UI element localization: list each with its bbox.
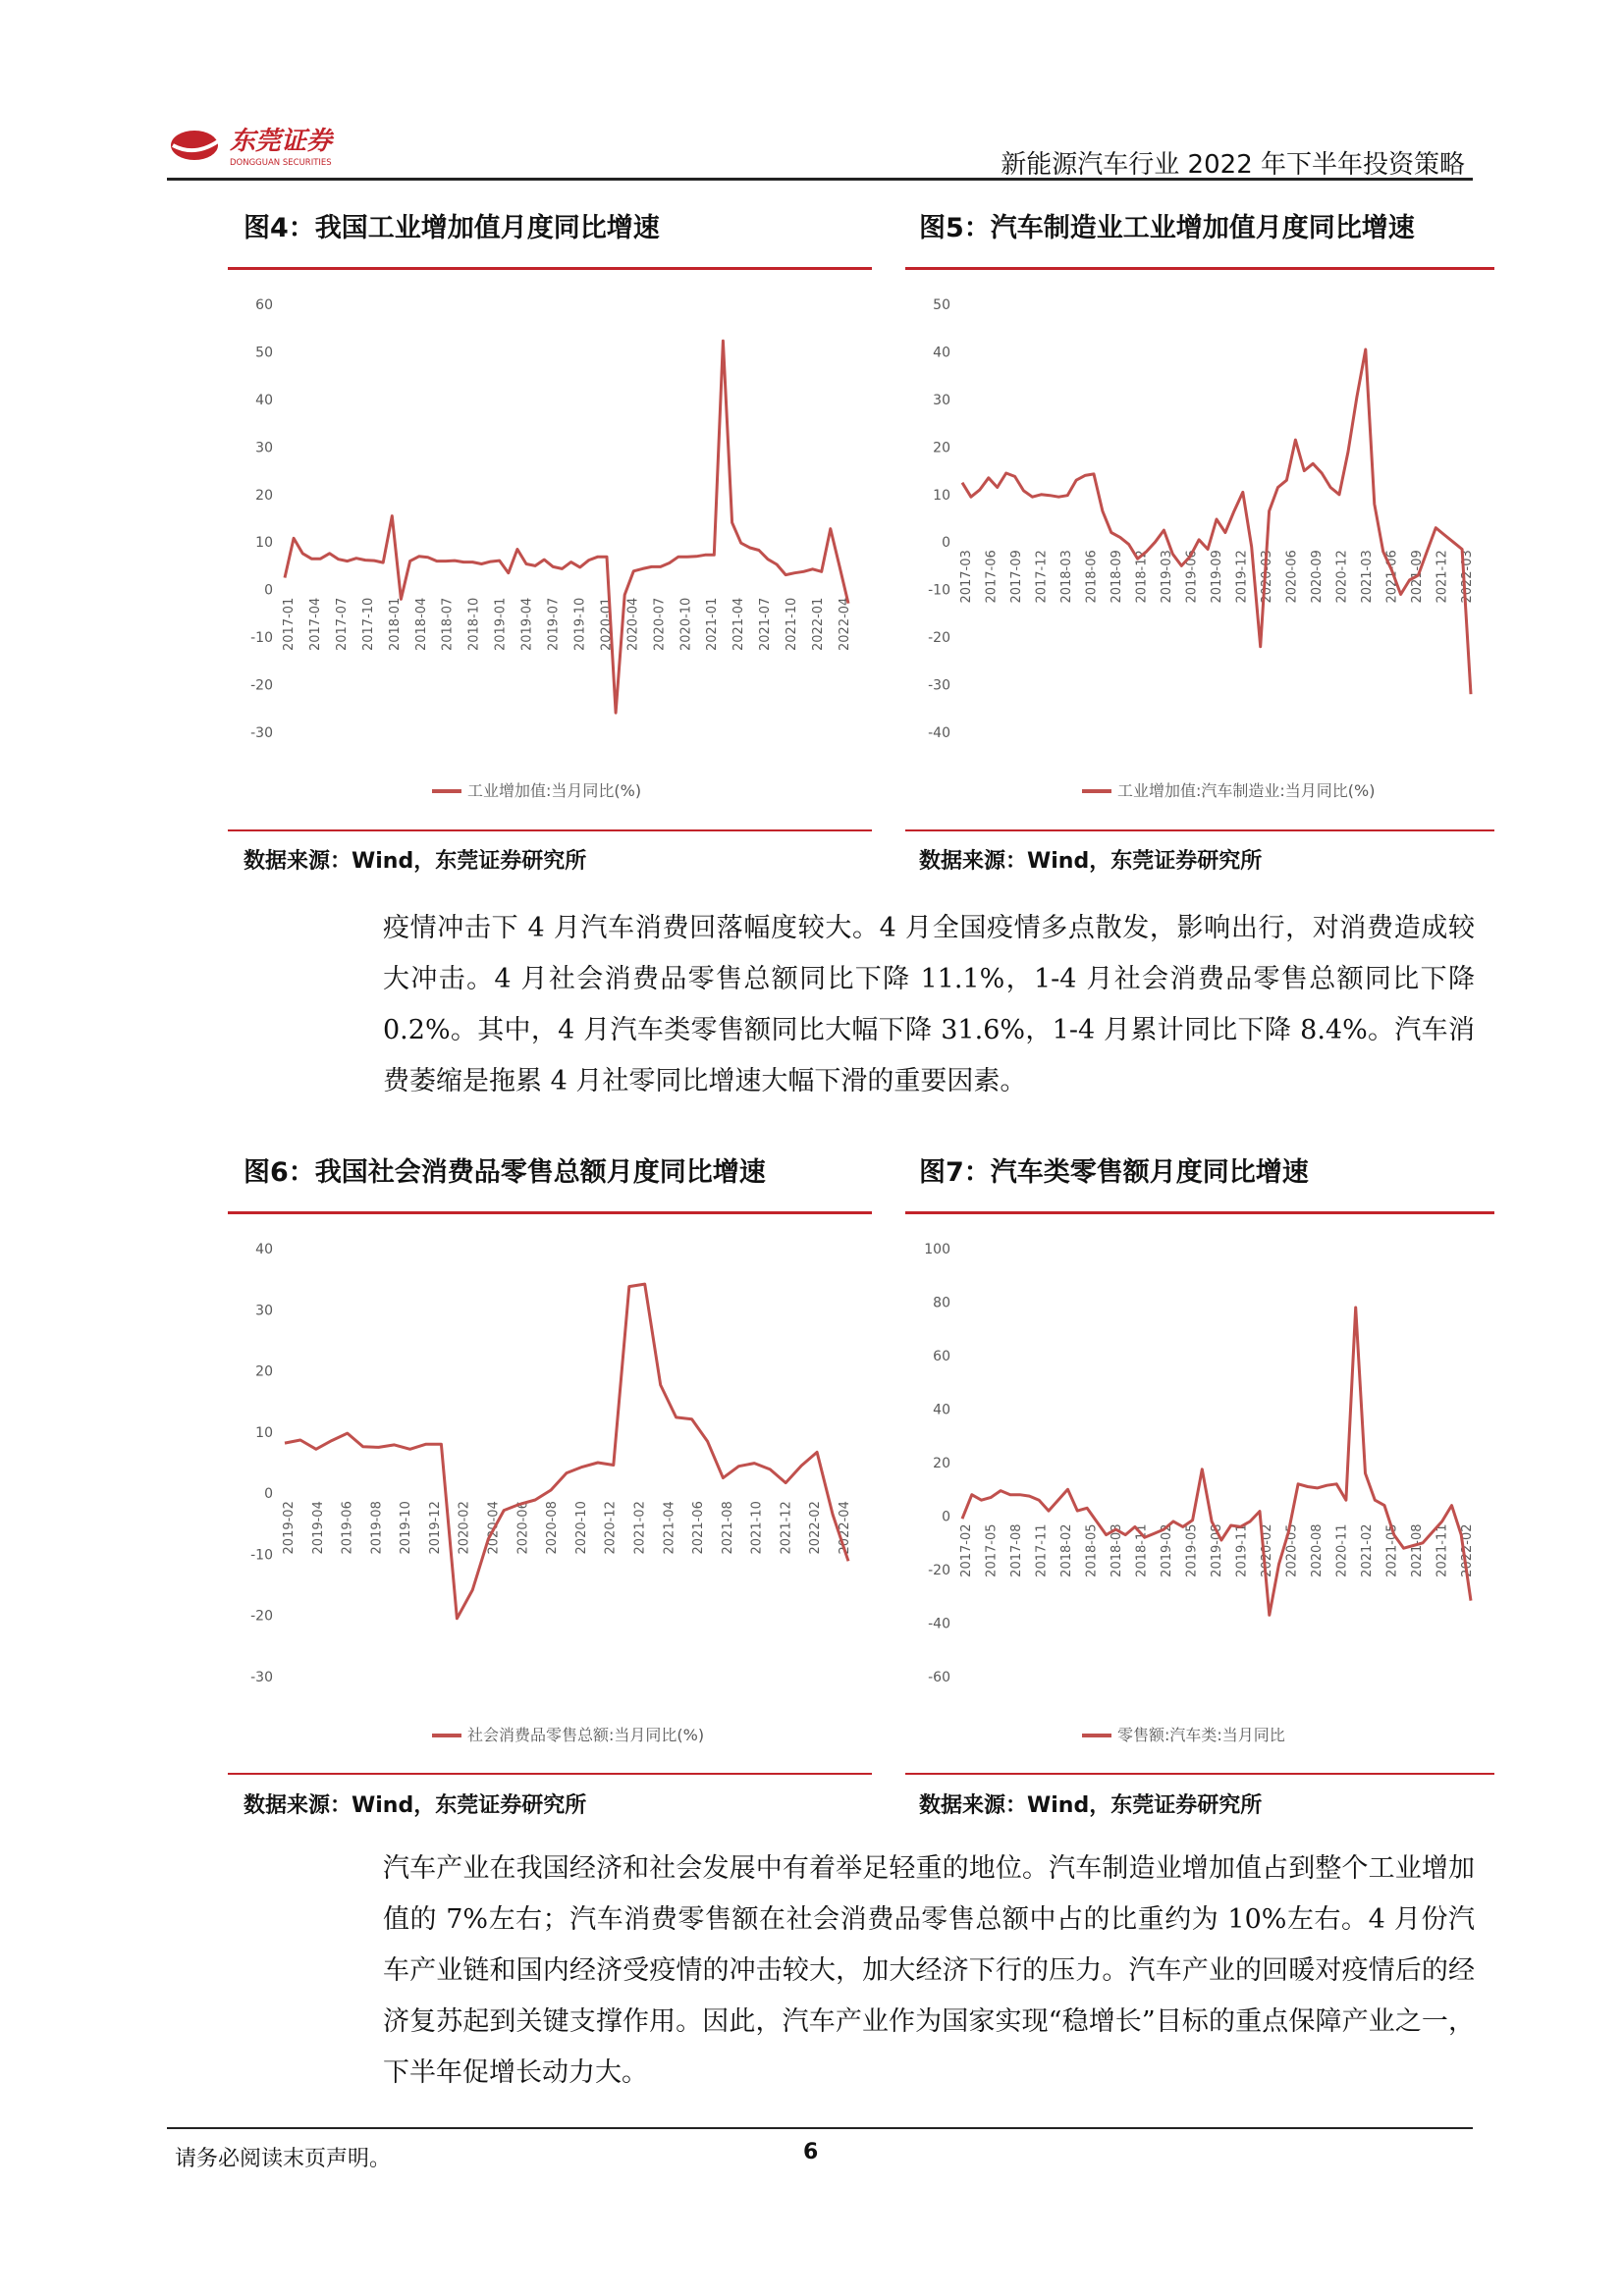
- x-tick-label: 2018-04: [413, 597, 429, 651]
- x-tick-label: 2021-08: [1410, 1523, 1425, 1577]
- x-tick-label: 2020-06: [1284, 550, 1300, 604]
- figure-7-chart: [905, 1215, 1494, 1771]
- series-line: [962, 349, 1471, 694]
- x-tick-label: 2019-04: [310, 1501, 326, 1555]
- y-tick-label: 0: [942, 1509, 950, 1525]
- x-tick-label: 2020-02: [457, 1501, 472, 1555]
- x-tick-label: 2017-07: [334, 597, 350, 651]
- x-tick-label: 2018-07: [440, 597, 456, 651]
- y-tick-label: 20: [933, 440, 950, 456]
- x-tick-label: 2022-02: [1460, 1523, 1475, 1577]
- x-tick-label: 2020-03: [1260, 550, 1274, 604]
- x-tick-label: 2017-02: [959, 1523, 974, 1577]
- x-tick-label: 2022-01: [811, 597, 827, 651]
- y-tick-label: 10: [255, 535, 273, 552]
- x-tick-label: 2021-01: [705, 597, 721, 651]
- figure-5-source: 数据来源：Wind，东莞证券研究所: [919, 849, 1263, 874]
- footer-disclaimer: 请务必阅读末页声明。: [175, 2147, 392, 2171]
- y-tick-label: 40: [255, 1242, 273, 1257]
- x-tick-label: 2021-10: [785, 597, 800, 651]
- x-tick-label: 2020-10: [678, 597, 694, 651]
- x-tick-label: 2018-05: [1084, 1523, 1100, 1577]
- x-tick-label: 2021-12: [779, 1501, 794, 1555]
- y-tick-label: -10: [928, 582, 950, 599]
- y-tick-label: 20: [933, 1456, 950, 1471]
- x-tick-label: 2018-06: [1084, 550, 1100, 604]
- figure-7-title: 图7：汽车类零售额月度同比增速: [919, 1157, 1309, 1188]
- figure-5-title: 图5：汽车制造业工业增加值月度同比增速: [919, 213, 1415, 243]
- x-tick-label: 2021-09: [1410, 550, 1425, 604]
- figure-6-title: 图6：我国社会消费品零售总额月度同比增速: [244, 1157, 766, 1188]
- x-tick-label: 2021-07: [758, 597, 774, 651]
- x-tick-label: 2019-06: [340, 1501, 355, 1555]
- x-tick-label: 2021-06: [1384, 550, 1400, 604]
- figure-6-bottom-rule: [228, 1773, 872, 1775]
- y-tick-label: 60: [255, 297, 273, 313]
- figure-7-bottom-rule: [905, 1773, 1494, 1775]
- x-tick-label: 2019-04: [519, 597, 535, 651]
- x-tick-label: 2020-04: [625, 597, 641, 651]
- company-name-en: DONGGUAN SECURITIES: [230, 158, 332, 168]
- x-tick-label: 2021-02: [632, 1501, 648, 1555]
- y-tick-label: 10: [933, 487, 950, 504]
- x-tick-label: 2017-05: [984, 1523, 1000, 1577]
- header-divider: [167, 178, 1473, 181]
- y-tick-label: 50: [255, 345, 273, 361]
- x-tick-label: 2020-08: [545, 1501, 561, 1555]
- x-tick-label: 2018-08: [1110, 1523, 1124, 1577]
- x-tick-label: 2017-08: [1009, 1523, 1024, 1577]
- figure-4-bottom-rule: [228, 829, 872, 831]
- x-tick-label: 2017-12: [1034, 550, 1050, 604]
- x-tick-label: 2019-09: [1210, 550, 1224, 604]
- x-tick-label: 2020-08: [1310, 1523, 1325, 1577]
- x-tick-label: 2018-02: [1059, 1523, 1074, 1577]
- x-tick-label: 2021-10: [749, 1501, 765, 1555]
- y-tick-label: 30: [255, 1303, 273, 1319]
- figure-5-top-rule: [905, 267, 1494, 270]
- y-tick-label: 40: [933, 1402, 950, 1418]
- y-tick-label: 30: [933, 392, 950, 408]
- x-tick-label: 2017-09: [1009, 550, 1024, 604]
- figure-4-chart: [228, 271, 872, 827]
- body-paragraph-2: 汽车产业在我国经济和社会发展中有着举足轻重的地位。汽车制造业增加值占到整个工业增加值的 7%左右；汽车消费零售额在社会消费品零售总额中占的比重约为 10%左右。4 月份汽车产业链和国内经济受疫情的冲击较大，加大经济下行的压力。汽车产业的回暖对疫情后的经济复苏起到关键支撑作用。因此，汽车产业作为国家实现“稳增长”目标的重点保障产业之一，下半年促增长动力大。: [383, 1853, 1475, 2088]
- y-tick-label: -20: [928, 630, 950, 647]
- page-header: [167, 108, 1473, 187]
- series-line: [285, 1284, 848, 1619]
- page-number: 6: [803, 2140, 819, 2164]
- x-tick-label: 2020-11: [1334, 1523, 1350, 1577]
- x-tick-label: 2017-01: [282, 597, 297, 651]
- x-tick-label: 2019-12: [1234, 550, 1250, 604]
- x-tick-label: 2020-09: [1310, 550, 1325, 604]
- x-tick-label: 2018-09: [1110, 550, 1124, 604]
- y-tick-label: -40: [928, 725, 950, 741]
- x-tick-label: 2020-07: [652, 597, 668, 651]
- y-tick-label: -30: [250, 1670, 273, 1685]
- x-tick-label: 2021-06: [691, 1501, 707, 1555]
- y-tick-label: 0: [264, 582, 273, 599]
- legend-label: 社会消费品零售总额:当月同比(%): [467, 1726, 705, 1744]
- x-tick-label: 2020-06: [515, 1501, 531, 1555]
- figure-5-chart: [905, 271, 1494, 827]
- report-title: 新能源汽车行业 2022 年下半年投资策略: [1001, 150, 1465, 180]
- x-tick-label: 2021-11: [1435, 1523, 1450, 1577]
- x-tick-label: 2018-11: [1134, 1523, 1150, 1577]
- figure-7-top-rule: [905, 1211, 1494, 1214]
- x-tick-label: 2022-02: [808, 1501, 824, 1555]
- x-tick-label: 2019-07: [546, 597, 562, 651]
- y-tick-label: -60: [928, 1670, 950, 1685]
- figure-6-chart: [228, 1215, 872, 1771]
- x-tick-label: 2017-03: [959, 550, 974, 604]
- x-tick-label: 2019-06: [1184, 550, 1200, 604]
- x-tick-label: 2019-05: [1184, 1523, 1200, 1577]
- x-tick-label: 2018-10: [466, 597, 482, 651]
- x-tick-label: 2021-03: [1360, 550, 1375, 604]
- x-tick-label: 2020-02: [1260, 1523, 1274, 1577]
- x-tick-label: 2019-11: [1234, 1523, 1250, 1577]
- x-tick-label: 2018-03: [1059, 550, 1074, 604]
- x-tick-label: 2020-04: [486, 1501, 502, 1555]
- x-tick-label: 2017-11: [1034, 1523, 1050, 1577]
- y-tick-label: -40: [928, 1616, 950, 1632]
- x-tick-label: 2019-10: [572, 597, 588, 651]
- x-tick-label: 2022-04: [838, 597, 852, 651]
- y-tick-label: 0: [942, 535, 950, 552]
- x-tick-label: 2020-01: [599, 597, 615, 651]
- y-tick-label: -30: [928, 677, 950, 694]
- x-tick-label: 2018-12: [1134, 550, 1150, 604]
- x-tick-label: 2019-02: [1160, 1523, 1174, 1577]
- series-line: [285, 341, 848, 713]
- x-tick-label: 2020-12: [603, 1501, 619, 1555]
- y-tick-label: 0: [264, 1486, 273, 1503]
- x-tick-label: 2022-04: [838, 1501, 852, 1555]
- y-tick-label: -10: [250, 630, 273, 647]
- y-tick-label: 40: [255, 392, 273, 408]
- figure-6-source: 数据来源：Wind，东莞证券研究所: [244, 1793, 587, 1818]
- y-tick-label: 20: [255, 487, 273, 504]
- y-tick-label: 40: [933, 345, 950, 361]
- x-tick-label: 2020-05: [1284, 1523, 1300, 1577]
- legend-label: 工业增加值:当月同比(%): [467, 781, 642, 800]
- y-tick-label: 30: [255, 440, 273, 456]
- y-tick-label: -10: [250, 1547, 273, 1564]
- footer-divider: [167, 2127, 1473, 2129]
- company-name-cn: 东莞证券: [230, 127, 333, 156]
- x-tick-label: 2017-04: [307, 597, 323, 651]
- x-tick-label: 2019-12: [427, 1501, 443, 1555]
- legend-label: 零售额:汽车类:当月同比: [1117, 1726, 1285, 1744]
- y-tick-label: 100: [924, 1242, 950, 1257]
- y-tick-label: 60: [933, 1349, 950, 1364]
- y-tick-label: 80: [933, 1295, 950, 1311]
- x-tick-label: 2019-01: [493, 597, 509, 651]
- figure-4-top-rule: [228, 267, 872, 270]
- x-tick-label: 2021-04: [731, 597, 747, 651]
- figure-4-title: 图4：我国工业增加值月度同比增速: [244, 213, 660, 243]
- figure-6-top-rule: [228, 1211, 872, 1214]
- x-tick-label: 2017-10: [360, 597, 376, 651]
- body-paragraph-1: 疫情冲击下 4 月汽车消费回落幅度较大。4 月全国疫情多点散发，影响出行，对消费造成较大冲击。4 月社会消费品零售总额同比下降 11.1%，1-4 月社会消费品零售总额同比下降 0.2%。其中，4 月汽车类零售额同比大幅下降 31.6%，1-4 月累计同比下降 8.4%。汽车消费萎缩是拖累 4 月社零同比增速大幅下滑的重要因素。: [383, 913, 1475, 1096]
- y-tick-label: -20: [250, 1608, 273, 1625]
- y-tick-label: 20: [255, 1363, 273, 1380]
- x-tick-label: 2020-12: [1334, 550, 1350, 604]
- x-tick-label: 2021-12: [1435, 550, 1450, 604]
- y-tick-label: 10: [255, 1424, 273, 1441]
- company-logo: [167, 116, 432, 175]
- legend-label: 工业增加值:汽车制造业:当月同比(%): [1117, 781, 1376, 800]
- figure-5-bottom-rule: [905, 829, 1494, 831]
- figure-7-source: 数据来源：Wind，东莞证券研究所: [919, 1793, 1263, 1818]
- y-tick-label: 50: [933, 297, 950, 313]
- y-tick-label: -20: [250, 677, 273, 694]
- x-tick-label: 2019-03: [1160, 550, 1174, 604]
- y-tick-label: -30: [250, 725, 273, 741]
- x-tick-label: 2021-05: [1384, 1523, 1400, 1577]
- x-tick-label: 2022-03: [1460, 550, 1475, 604]
- x-tick-label: 2017-06: [984, 550, 1000, 604]
- x-tick-label: 2021-04: [662, 1501, 677, 1555]
- y-tick-label: -20: [928, 1563, 950, 1578]
- x-tick-label: 2021-02: [1360, 1523, 1375, 1577]
- x-tick-label: 2019-10: [399, 1501, 414, 1555]
- x-tick-label: 2019-02: [282, 1501, 297, 1555]
- figure-4-source: 数据来源：Wind，东莞证券研究所: [244, 849, 587, 874]
- x-tick-label: 2019-08: [1210, 1523, 1224, 1577]
- x-tick-label: 2021-08: [720, 1501, 735, 1555]
- x-tick-label: 2018-01: [387, 597, 403, 651]
- x-tick-label: 2019-08: [369, 1501, 385, 1555]
- x-tick-label: 2020-10: [573, 1501, 589, 1555]
